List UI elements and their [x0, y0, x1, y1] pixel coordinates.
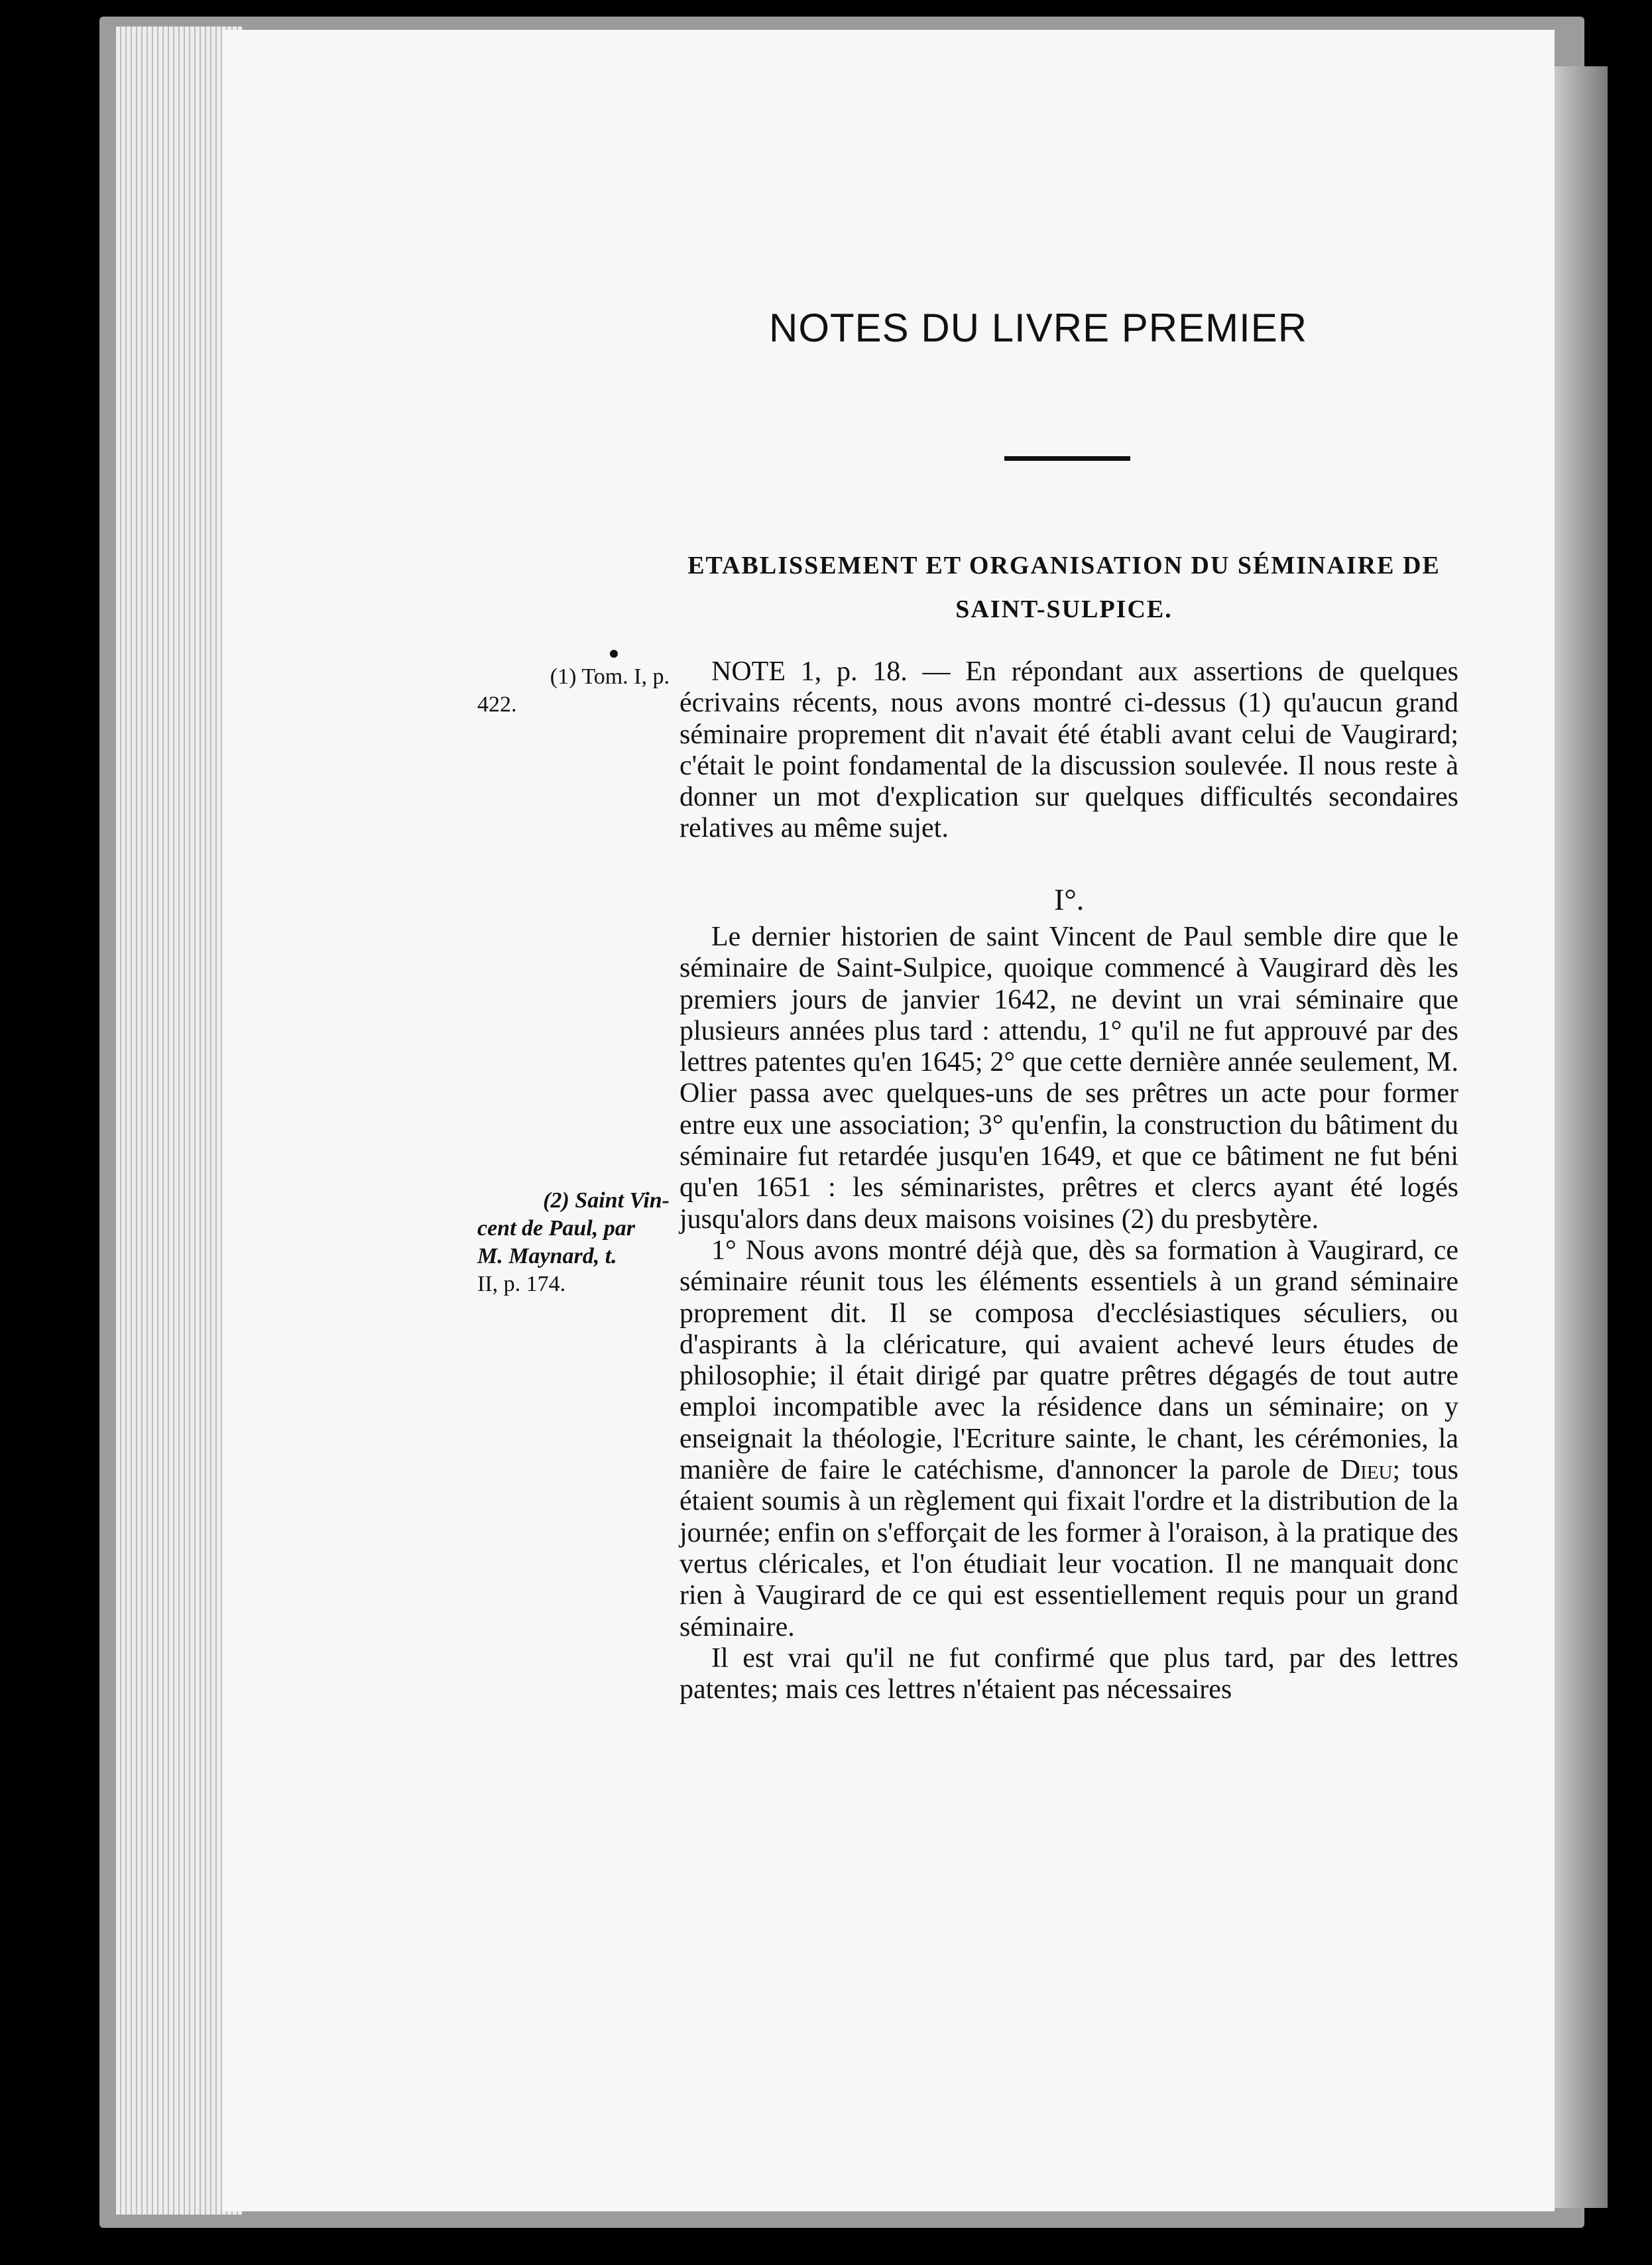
section-heading — [679, 544, 1448, 631]
margin-note-2-line-1 — [477, 1187, 670, 1215]
section-heading-line-2: SAINT-SULPICE. — [955, 595, 1173, 623]
paragraph-4: Il est vrai qu'il ne fut confirmé que plus tard, par des lettres patentes; mais ces lettres n'étaient pas nécessaires — [679, 1642, 1458, 1705]
section-number: I°. — [1054, 883, 1085, 916]
main-text — [679, 922, 1458, 1705]
margin-note-1-line-2: 422. — [477, 692, 517, 717]
paragraph-3 — [679, 1235, 1458, 1643]
margin-note-2-line-1-text: (2) Saint Vin- — [543, 1188, 670, 1213]
paragraph-intro: NOTE 1, p. 18. — En répondant aux assertions de quelques écrivains récents, nous avons montré ci-dessus (1) qu'aucun grand séminaire proprement dit n'avait été établi avant celui de Vaugirard; c'était le point fondamental de la discussion soulevée. Il nous reste à donner un mot d'explication sur quelques difficultés secondaires relatives au même sujet. — [679, 656, 1458, 844]
note-intro-paragraph — [679, 656, 1458, 845]
margin-note-2-line-2 — [477, 1215, 670, 1243]
margin-note-1 — [477, 663, 670, 719]
margin-note-2-line-2-text: cent de Paul, par — [477, 1216, 635, 1241]
title-rule — [1004, 456, 1130, 461]
margin-note-2-line-3 — [477, 1243, 670, 1270]
facing-page-edge — [1555, 66, 1608, 2208]
ink-dot — [610, 650, 618, 658]
bleed-through-text — [656, 225, 1472, 522]
paragraph-2: Le dernier historien de saint Vincent de Paul semble dire que le séminaire de Saint-Sulpice, quoique commencé à Vaugirard dès les premiers jours de janvier 1642, ne devint un vrai séminaire que plusieurs années plus tard : attendu, 1° qu'il ne fut approuvé par des lettres patentes qu'en 1645; 2° que cette dernière année seulement, M. Olier passa avec quelques-uns de ses prêtres un acte pour former entre eux une association; 3° qu'enfin, la construction du bâtiment du séminaire fut retardée jusqu'en 1649, et que ce bâtiment ne fut béni qu'en 1651 : les séminaristes, prêtres et clercs ayant été logés jusqu'alors dans deux maisons voisines (2) du presbytère. — [679, 922, 1458, 1235]
margin-note-2-line-3-text: M. Maynard, t. — [477, 1244, 617, 1268]
margin-note-2-line-4: II, p. 174. — [477, 1272, 566, 1296]
word-dieu: Dieu — [1340, 1455, 1393, 1486]
page-title: NOTES DU LIVRE PREMIER — [769, 306, 1308, 350]
paragraph-3-end: ; tous étaient soumis à un règlement qui fixait l'ordre et la distribution de la journée; enfin on s'efforçait de les former à l'oraison, à la pratique des vertus cléricales, et l'on étudiait leur vocation. Il ne manquait donc rien à Vaugirard de ce qui est essentiellement requis pour un grand séminaire. — [679, 1455, 1458, 1642]
paragraph-3-start: 1° Nous avons montré déjà que, dès sa formation à Vaugirard, ce séminaire réunit tous les éléments essentiels à un grand séminaire proprement dit. Il se composa d'ecclésiastiques séculiers, ou d'aspirants à la cléricature, qui avaient achevé leurs études de philosophie; il était dirigé par quatre prêtres dégagés de tout autre emploi incompatible avec la résidence dans un séminaire; on y enseignait la théologie, l'Ecriture sainte, le chant, les cérémonies, la manière de faire le catéchisme, d'annoncer la parole de — [679, 1235, 1458, 1486]
margin-note-2 — [477, 1187, 670, 1298]
margin-note-1-line-1: (1) Tom. I, p. — [550, 664, 670, 689]
section-heading-line-1: ETABLISSEMENT ET ORGANISATION DU SÉMINAIRE DE — [687, 552, 1441, 580]
